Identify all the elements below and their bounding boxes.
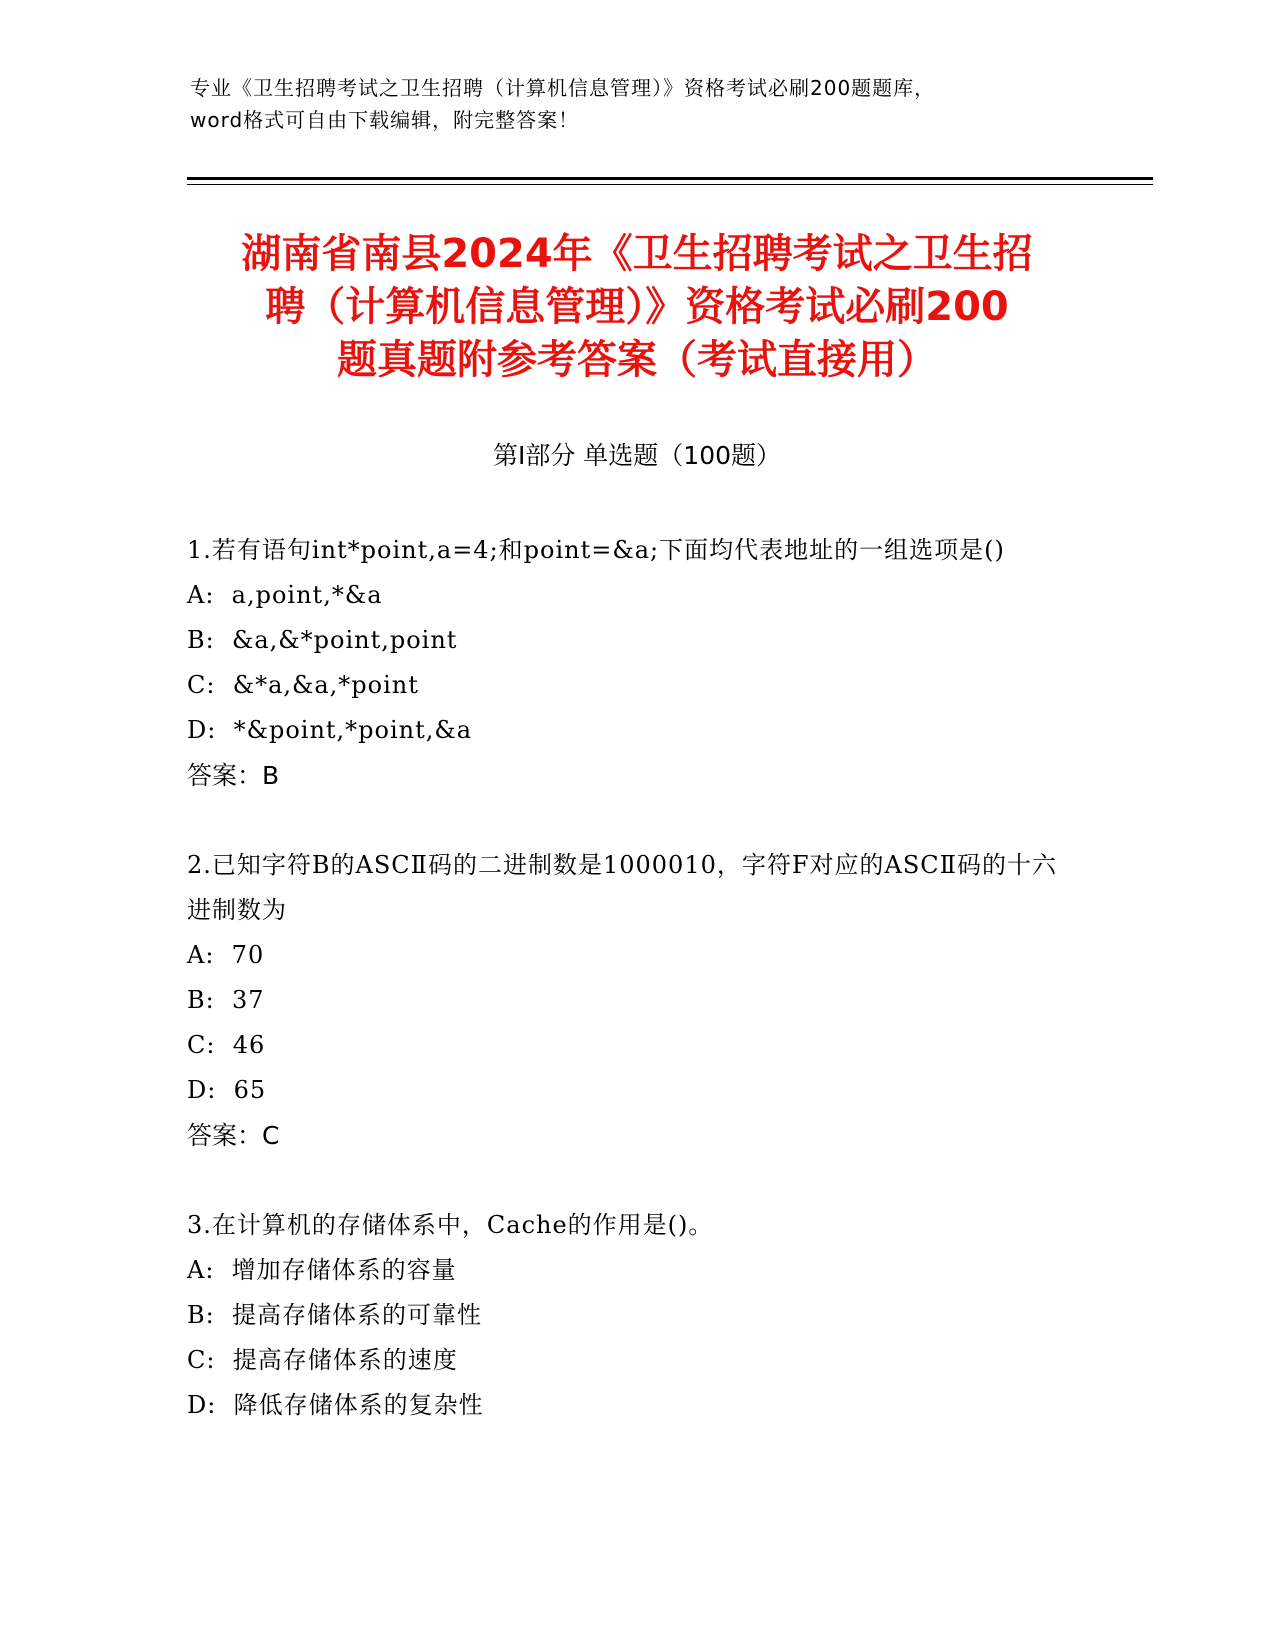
question-answer: 答案：B <box>187 761 280 790</box>
question-stem: 2.已知字符B的ASCⅡ码的二进制数是1000010，字符F对应的ASCⅡ码的十六进制数为 <box>187 851 1057 924</box>
header-divider-thin <box>187 184 1153 185</box>
option-b: B: 提高存储体系的可靠性 <box>187 1301 482 1329</box>
document-title-line-2: 聘（计算机信息管理）》资格考试必刷200 <box>265 284 1009 330</box>
question-spacer <box>187 1158 1087 1203</box>
header-divider-thick <box>187 177 1153 180</box>
document-header-note <box>190 72 1110 136</box>
option-a: A: 70 <box>187 941 265 969</box>
option-d: D: 65 <box>187 1076 267 1104</box>
header-note-line-2: word格式可自由下载编辑，附完整答案！ <box>190 108 580 132</box>
question-spacer <box>187 798 1087 843</box>
option-c: C: 46 <box>187 1031 266 1059</box>
question-answer: 答案：C <box>187 1121 280 1150</box>
option-b: B: &a,&*point,point <box>187 626 458 654</box>
question-list <box>187 528 1087 1428</box>
document-title-line-3: 题真题附参考答案（考试直接用） <box>337 337 937 383</box>
document-title-line-1: 湖南省南县2024年《卫生招聘考试之卫生招 <box>241 231 1033 277</box>
section-heading: 第Ⅰ部分 单选题（100题） <box>492 441 782 470</box>
option-d: D: 降低存储体系的复杂性 <box>187 1391 484 1419</box>
question-2 <box>187 843 1087 1158</box>
question-3 <box>187 1203 1087 1428</box>
question-1 <box>187 528 1087 798</box>
question-stem: 1.若有语句int*point,a=4;和point=&a;下面均代表地址的一组选项是() <box>187 536 1005 564</box>
option-b: B: 37 <box>187 986 265 1014</box>
document-title <box>187 228 1087 387</box>
option-d: D: *&point,*point,&a <box>187 716 473 744</box>
option-c: C: 提高存储体系的速度 <box>187 1346 458 1374</box>
option-c: C: &*a,&a,*point <box>187 671 419 699</box>
question-stem: 3.在计算机的存储体系中，Cache的作用是()。 <box>187 1211 714 1239</box>
option-a: A: 增加存储体系的容量 <box>187 1256 457 1284</box>
header-note-line-1: 专业《卫生招聘考试之卫生招聘（计算机信息管理）》资格考试必刷200题题库， <box>190 76 936 100</box>
option-a: A: a,point,*&a <box>187 581 383 609</box>
